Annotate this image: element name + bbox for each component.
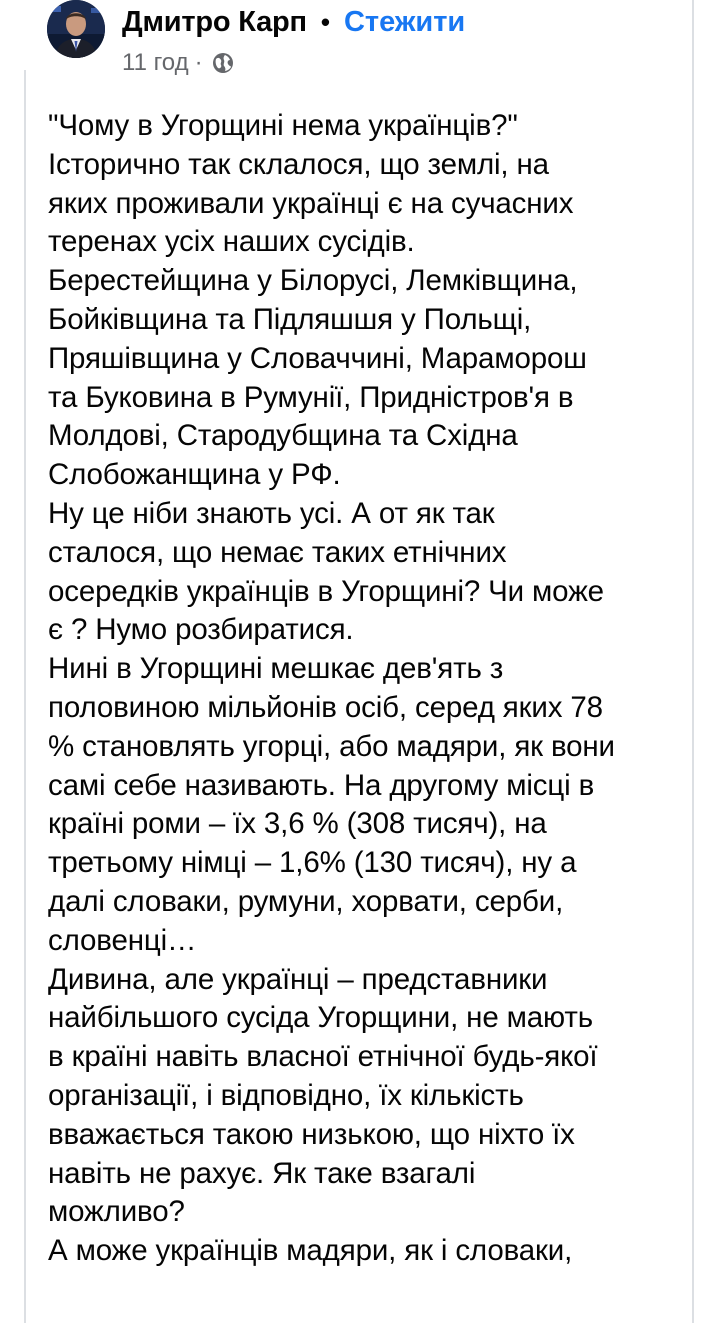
- post-text-line: найбільшого сусіда Угорщини, не мають: [48, 1001, 593, 1035]
- author-avatar[interactable]: [47, 0, 105, 58]
- post-text-line: Дивина, але українці – представники: [48, 962, 548, 996]
- post-text-line: яких проживали українці є на сучасних: [48, 186, 574, 220]
- post-text-line: самі себе називають. На другому місці в: [48, 768, 595, 802]
- post-text-line: навіть не рахує. Як таке взагалі: [48, 1156, 476, 1190]
- post-header: [122, 4, 465, 40]
- follow-button[interactable]: Стежити: [343, 5, 466, 38]
- post-text-line: Ну це ніби знають усі. А от як так: [48, 496, 495, 530]
- post-text-line: Слобожанщина у РФ.: [48, 458, 341, 492]
- post-text-line: та Буковина в Румунії, Придністров'я в: [48, 380, 574, 414]
- post-timestamp[interactable]: 11 год: [122, 49, 189, 76]
- post-text-line: Молдові, Стародубщина та Східна: [48, 419, 518, 453]
- post-text-line: сталося, що немає таких етнічних: [48, 535, 507, 569]
- post-text-line: в країні навіть власної етнічної будь-якої: [48, 1040, 598, 1074]
- post-text-line: Пряшівщина у Словаччині, Мараморош: [48, 341, 587, 375]
- post-text-line: Історично так склалося, що землі, на: [48, 147, 549, 181]
- post-text-line: половиною мільйонів осіб, серед яких 78: [48, 690, 603, 724]
- post-text-line: третьому німці – 1,6% (130 тисяч), ну а: [48, 846, 577, 880]
- post-text-line: вважається такою низькою, що ніхто їх: [48, 1117, 575, 1151]
- post-text-line: "Чому в Угорщині нема українців?": [48, 109, 518, 142]
- post-text-line: Берестейщина у Білорусі, Лемківщина,: [48, 264, 578, 298]
- post-frame-left-border: [24, 70, 26, 1323]
- author-name-link[interactable]: Дмитро Карп: [122, 5, 307, 38]
- post-text-line: осередків українців в Угорщині? Чи може: [48, 574, 604, 608]
- post-text-line: далі словаки, румуни, хорвати, серби,: [48, 884, 564, 918]
- post-text-line: словенці…: [48, 923, 197, 957]
- post-body-text: [48, 107, 684, 1271]
- post-text-line: можливо?: [48, 1195, 185, 1229]
- post-text-line: організації, і відповідно, їх кількість: [48, 1078, 524, 1112]
- post-text-line: країні роми – їх 3,6 % (308 тисяч), на: [48, 807, 547, 841]
- post-text-line: Нині в Угорщині мешкає дев'ять з: [48, 652, 504, 686]
- post-frame-right-border: [692, 0, 694, 1323]
- post-text-line: є ? Нумо розбиратися.: [48, 613, 354, 647]
- globe-icon[interactable]: [211, 51, 235, 75]
- meta-dot-separator: ·: [194, 49, 203, 76]
- post-text-line: Бойківщина та Підляшшя у Польщі,: [48, 302, 532, 336]
- avatar-portrait-icon: [47, 0, 105, 58]
- post-text-line: % становлять угорці, або мадяри, як вони: [48, 729, 615, 763]
- post-meta: [122, 47, 235, 79]
- header-dot-separator: •: [320, 6, 330, 37]
- post-text-line: А може українців мадяри, як і словаки,: [48, 1234, 573, 1268]
- post-text-line: теренах усіх наших сусідів.: [48, 225, 415, 259]
